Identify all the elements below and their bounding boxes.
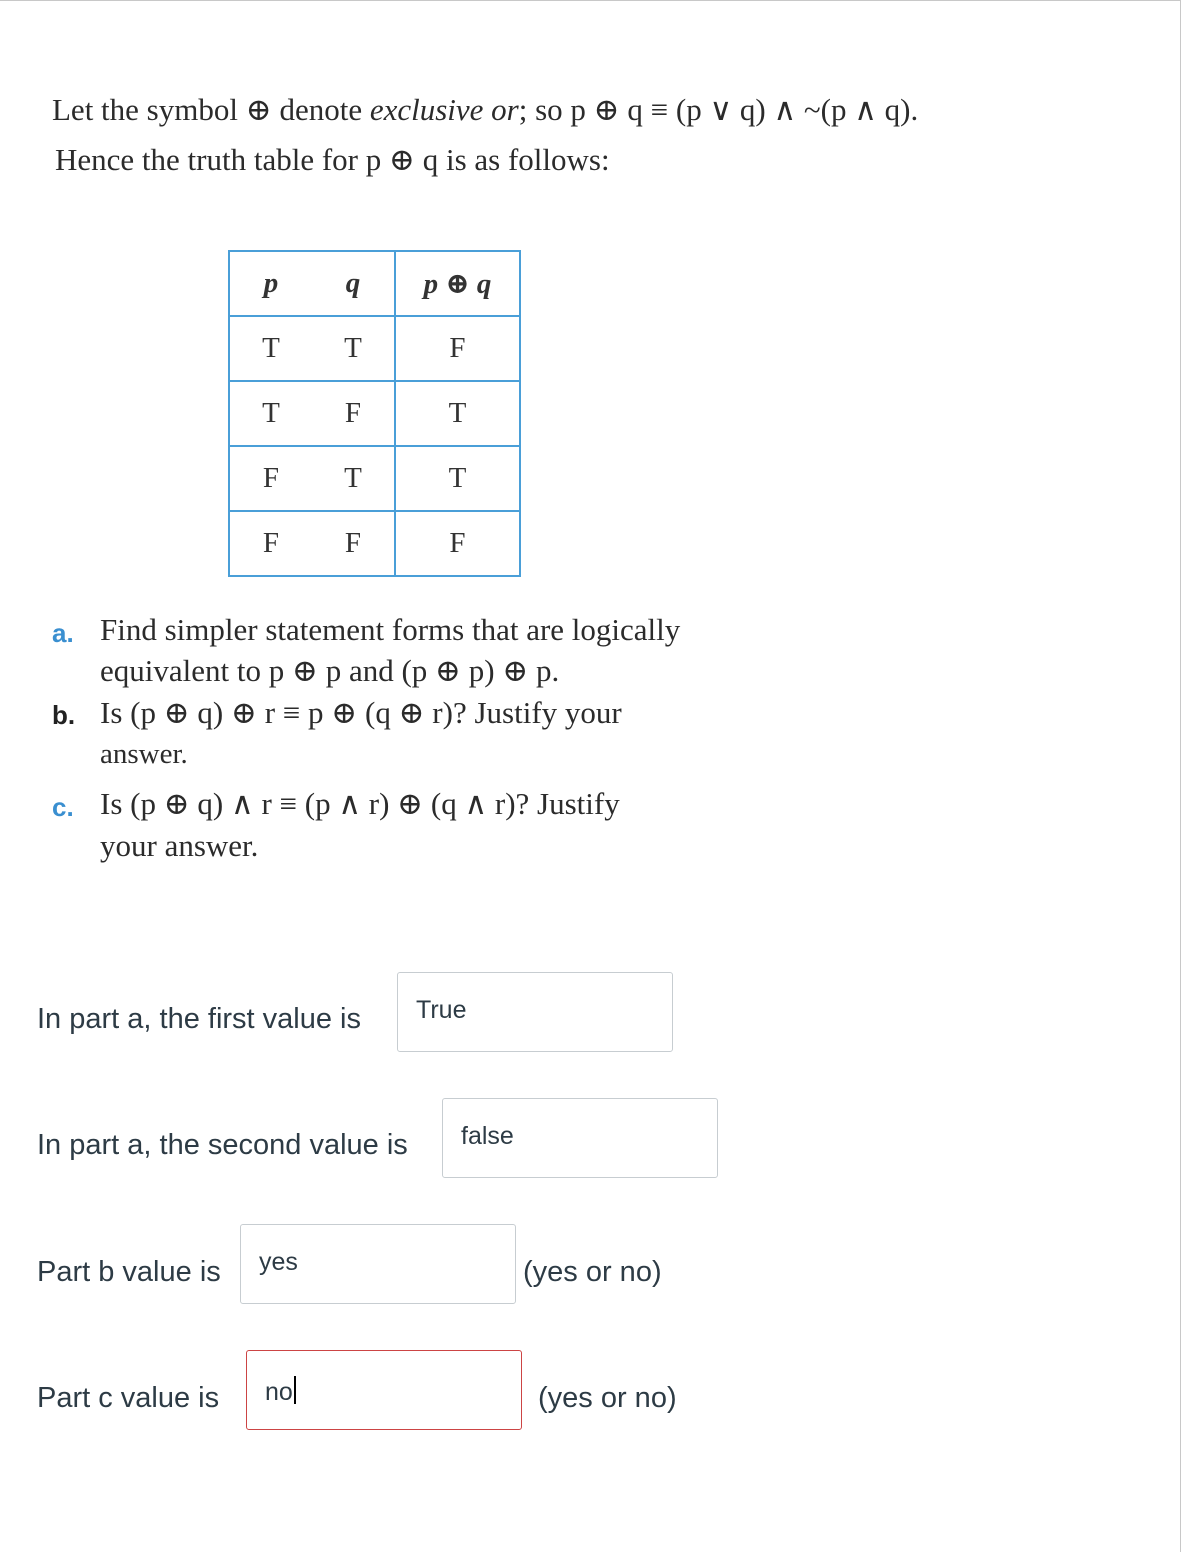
question-b-line-1: Is (p ⊕ q) ⊕ r ≡ p ⊕ (q ⊕ r)? Justify your [100,695,622,730]
question-a-label: a. [52,618,74,648]
question-c-line-2: your answer. [100,828,259,863]
cell: T [229,316,312,381]
cell: T [395,381,520,446]
question-b-line-2: answer. [100,738,188,770]
intro-line-1-prefix: Let the symbol ⊕ denote [52,92,370,127]
cell: F [229,446,312,511]
answer-b-hint: (yes or no) [523,1256,662,1288]
header-p: p [229,251,312,316]
cell: F [229,511,312,576]
answer-a-first-input[interactable] [397,972,673,1052]
answer-b-value: yes [259,1248,298,1276]
answer-a-second-value: false [461,1122,514,1150]
cell: F [312,381,395,446]
intro-line-1 [52,92,918,128]
table-row [229,446,520,511]
question-a-line-2: equivalent to p ⊕ p and (p ⊕ p) ⊕ p. [100,653,560,688]
question-a-line-1: Find simpler statement forms that are logically [100,612,681,647]
answer-c-label: Part c value is [37,1382,220,1414]
cell: T [395,446,520,511]
truth-table-header-row [229,251,520,316]
answer-b-label: Part b value is [37,1256,221,1288]
cell: T [312,316,395,381]
answer-c-hint: (yes or no) [538,1382,677,1414]
truth-table [228,250,521,577]
text-caret [294,1376,296,1404]
cell: F [312,511,395,576]
cell: F [395,511,520,576]
table-row [229,511,520,576]
answer-a-first-value: True [416,996,467,1024]
intro-line-2: Hence the truth table for p ⊕ q is as follows: [55,142,610,177]
cell: T [229,381,312,446]
intro-exclusive-or: exclusive or [369,92,519,127]
question-c-line-1: Is (p ⊕ q) ∧ r ≡ (p ∧ r) ⊕ (q ∧ r)? Justify [100,786,620,821]
answer-a-second-input[interactable] [442,1098,718,1178]
answer-a-first-label: In part a, the first value is [37,1003,361,1035]
intro-line-1-suffix: ; so p ⊕ q ≡ (p ∨ q) ∧ ~(p ∧ q). [518,92,919,127]
answer-c-input[interactable] [246,1350,522,1430]
cell: T [312,446,395,511]
answer-b-input[interactable] [240,1224,516,1304]
header-p-xor-q: p ⊕ q [395,251,520,316]
question-c-label: c. [52,792,74,822]
header-q: q [312,251,395,316]
table-row [229,316,520,381]
cell: F [395,316,520,381]
question-b-label: b. [52,700,76,730]
answer-a-second-label: In part a, the second value is [37,1129,408,1161]
answer-c-value: no [265,1378,293,1406]
table-row [229,381,520,446]
